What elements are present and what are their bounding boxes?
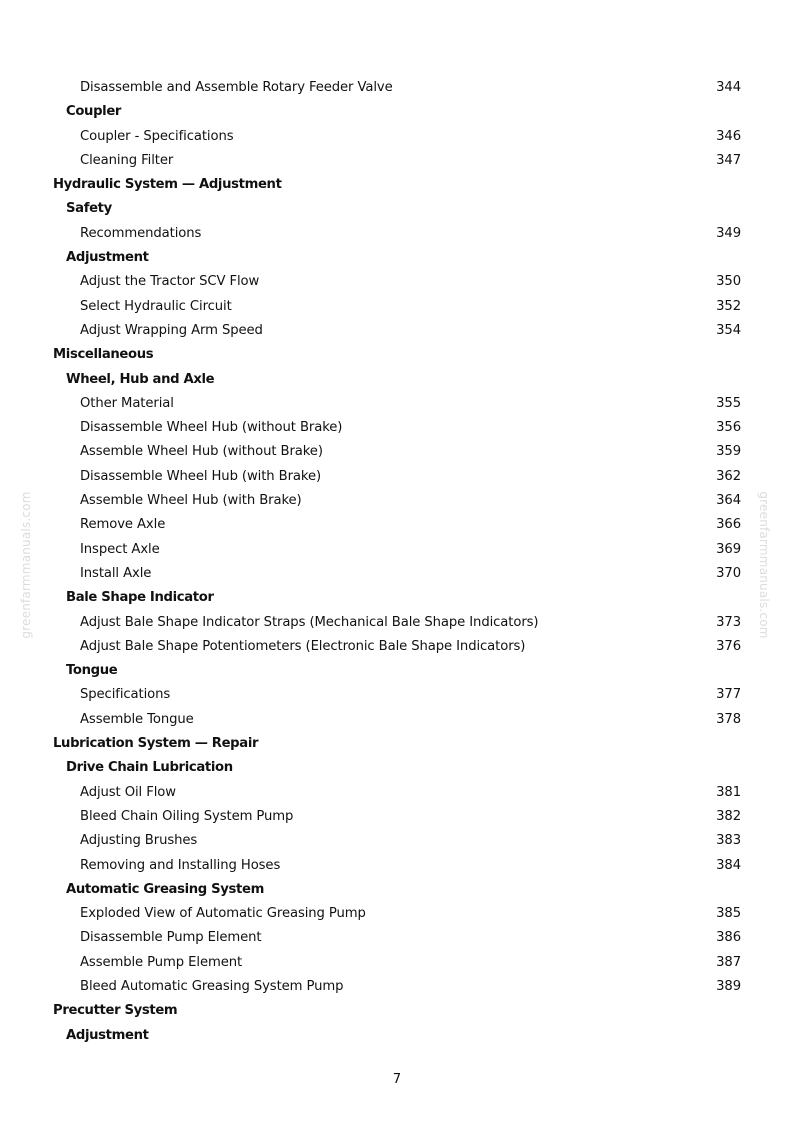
toc-entry[interactable]	[0, 295, 794, 319]
toc-entry-label: Adjust Oil Flow	[80, 784, 176, 800]
toc-subsection-label: Coupler	[66, 104, 122, 120]
toc-entry[interactable]	[0, 708, 794, 732]
toc-page-number: 366	[716, 517, 741, 533]
page-number: 7	[392, 1072, 402, 1087]
toc-page-number: 389	[716, 978, 741, 994]
toc-entry-label: Select Hydraulic Circuit	[80, 298, 232, 314]
toc-subsection	[0, 878, 794, 902]
toc-subsection	[0, 197, 794, 221]
toc-page-number: 364	[716, 493, 741, 509]
toc-page-number: 346	[716, 128, 741, 144]
toc-section	[0, 999, 794, 1023]
watermark-right: greenfarmmanuals.com	[757, 491, 771, 639]
toc-page-number: 355	[716, 395, 741, 411]
toc-section-label: Precutter System	[53, 1003, 178, 1019]
toc-page-number: 344	[716, 80, 741, 95]
toc-entry[interactable]	[0, 440, 794, 464]
toc-page-number: 352	[716, 298, 741, 314]
toc-entry-label: Adjust Wrapping Arm Speed	[80, 322, 263, 338]
toc-entry-label: Install Axle	[80, 565, 152, 581]
toc-entry[interactable]	[0, 805, 794, 829]
toc-entry[interactable]	[0, 829, 794, 853]
toc-entry[interactable]	[0, 465, 794, 489]
toc-entry[interactable]	[0, 513, 794, 537]
toc-entry-label: Assemble Wheel Hub (without Brake)	[80, 444, 323, 460]
toc-entry-label: Adjust Bale Shape Indicator Straps (Mechanical Bale Shape Indicators)	[80, 614, 539, 630]
toc-section-label: Miscellaneous	[53, 347, 154, 363]
toc-entry-label: Remove Axle	[80, 517, 166, 533]
toc-entry-label: Adjust the Tractor SCV Flow	[80, 274, 260, 290]
toc-entry-label: Specifications	[80, 687, 171, 703]
toc-entry[interactable]	[0, 76, 794, 100]
toc-entry[interactable]	[0, 975, 794, 999]
toc-entry-label: Exploded View of Automatic Greasing Pump	[80, 906, 366, 922]
toc-page-number: 359	[716, 444, 741, 460]
watermark-left: greenfarmmanuals.com	[19, 491, 33, 639]
toc-entry[interactable]	[0, 489, 794, 513]
toc-entry-label: Adjusting Brushes	[80, 833, 198, 849]
toc-subsection-label: Adjustment	[66, 1027, 149, 1043]
toc-entry[interactable]	[0, 538, 794, 562]
toc-entry[interactable]	[0, 854, 794, 878]
toc-entry[interactable]	[0, 926, 794, 950]
toc-entry-label: Assemble Pump Element	[80, 954, 243, 970]
toc-subsection-label: Tongue	[66, 663, 118, 679]
toc-page-number: 381	[716, 784, 741, 800]
toc-section-label: Lubrication System — Repair	[53, 736, 259, 752]
toc-section	[0, 732, 794, 756]
toc-entry-label: Bleed Chain Oiling System Pump	[80, 808, 294, 824]
toc-entry-label: Disassemble Pump Element	[80, 930, 262, 946]
toc-entry-label: Adjust Bale Shape Potentiometers (Electronic Bale Shape Indicators)	[80, 638, 526, 654]
toc-page-number: 349	[716, 225, 741, 241]
toc-entry[interactable]	[0, 902, 794, 926]
toc-page-number: 382	[716, 808, 741, 824]
toc-page-number: 384	[716, 857, 741, 873]
toc-entry-label: Coupler - Specifications	[80, 128, 234, 144]
toc-entry[interactable]	[0, 951, 794, 975]
toc-entry[interactable]	[0, 222, 794, 246]
toc-subsection-label: Safety	[66, 201, 112, 217]
toc-subsection	[0, 100, 794, 124]
toc-entry[interactable]	[0, 392, 794, 416]
toc-entry-label: Removing and Installing Hoses	[80, 857, 281, 873]
toc-subsection	[0, 1024, 794, 1048]
toc-entry[interactable]	[0, 635, 794, 659]
toc-entry-label: Disassemble and Assemble Rotary Feeder Valve	[80, 80, 393, 95]
toc-page-number: 385	[716, 906, 741, 922]
toc-entry-label: Recommendations	[80, 225, 202, 241]
toc-page-number: 350	[716, 274, 741, 290]
toc-entry[interactable]	[0, 781, 794, 805]
toc-page-number: 386	[716, 930, 741, 946]
toc-page-number: 378	[716, 711, 741, 727]
toc-entry-label: Assemble Tongue	[80, 711, 194, 727]
toc-section	[0, 173, 794, 197]
toc-subsection-label: Bale Shape Indicator	[66, 590, 214, 606]
table-of-contents	[0, 76, 794, 1048]
toc-entry[interactable]	[0, 611, 794, 635]
toc-page-number: 383	[716, 833, 741, 849]
toc-subsection	[0, 246, 794, 270]
toc-entry-label: Disassemble Wheel Hub (without Brake)	[80, 420, 343, 436]
toc-entry-label: Cleaning Filter	[80, 152, 174, 168]
toc-subsection	[0, 756, 794, 780]
toc-page-number: 347	[716, 152, 741, 168]
toc-entry[interactable]	[0, 562, 794, 586]
toc-section-label: Hydraulic System — Adjustment	[53, 177, 282, 193]
toc-entry[interactable]	[0, 270, 794, 294]
toc-subsection	[0, 586, 794, 610]
toc-page-number: 356	[716, 420, 741, 436]
toc-entry[interactable]	[0, 416, 794, 440]
toc-page-number: 376	[716, 638, 741, 654]
toc-page-number: 354	[716, 322, 741, 338]
toc-subsection-label: Automatic Greasing System	[66, 881, 264, 897]
toc-subsection-label: Adjustment	[66, 250, 149, 266]
toc-page-number: 373	[716, 614, 741, 630]
toc-section	[0, 343, 794, 367]
toc-subsection	[0, 368, 794, 392]
toc-subsection	[0, 659, 794, 683]
toc-entry-label: Inspect Axle	[80, 541, 160, 557]
toc-entry[interactable]	[0, 319, 794, 343]
toc-subsection-label: Drive Chain Lubrication	[66, 760, 233, 776]
toc-entry-label: Disassemble Wheel Hub (with Brake)	[80, 468, 322, 484]
toc-subsection-label: Wheel, Hub and Axle	[66, 371, 215, 387]
toc-entry[interactable]	[0, 683, 794, 707]
toc-entry-label: Assemble Wheel Hub (with Brake)	[80, 493, 302, 509]
toc-entry[interactable]	[0, 149, 794, 173]
toc-page-number: 369	[716, 541, 741, 557]
toc-page-number: 370	[716, 565, 741, 581]
toc-entry-label: Other Material	[80, 395, 174, 411]
toc-page-number: 362	[716, 468, 741, 484]
toc-entry[interactable]	[0, 125, 794, 149]
toc-page-number: 387	[716, 954, 741, 970]
toc-page-number: 377	[716, 687, 741, 703]
toc-entry-label: Bleed Automatic Greasing System Pump	[80, 978, 344, 994]
